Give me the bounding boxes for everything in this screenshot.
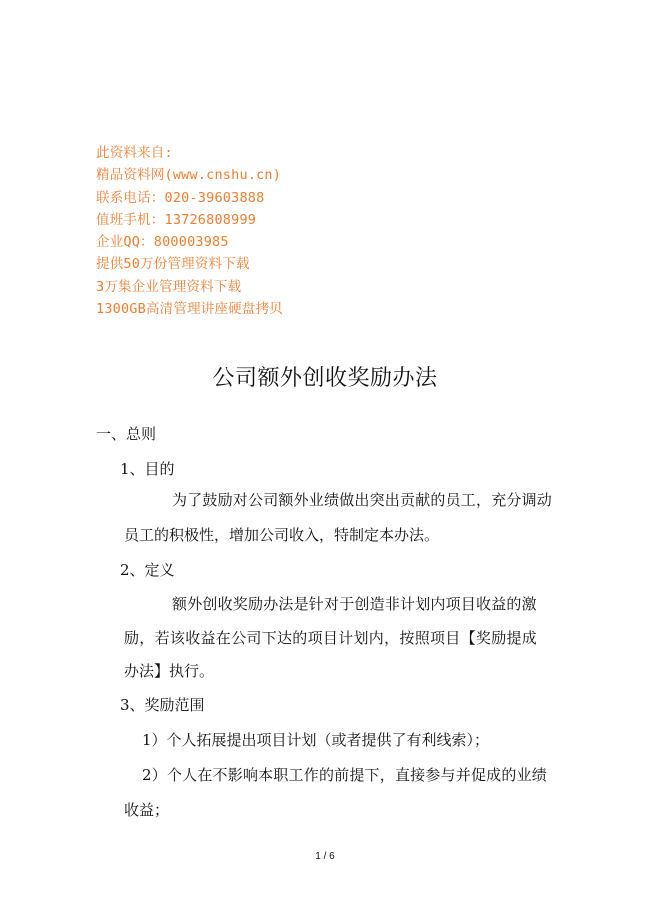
list-item-continuation: 收益； bbox=[124, 801, 170, 819]
subsection-heading: 1、目的 bbox=[120, 460, 175, 478]
subsection-heading: 3、奖励范围 bbox=[120, 696, 205, 714]
paragraph-line: 办法】执行。 bbox=[124, 662, 215, 680]
subsection-heading: 2、定义 bbox=[120, 561, 175, 579]
paragraph-line: 员工的积极性，增加公司收入，特制定本办法。 bbox=[124, 526, 440, 544]
page-number: 1 / 6 bbox=[315, 851, 335, 862]
paragraph-line: 励，若该收益在公司下达的项目计划内，按照项目【奖励提成 bbox=[124, 629, 538, 647]
source-line: 值班手机：13726808999 bbox=[96, 211, 257, 228]
source-line: 联系电话：020-39603888 bbox=[96, 189, 265, 206]
source-line: 3万集企业管理资料下载 bbox=[96, 278, 242, 295]
source-line: 企业QQ：800003985 bbox=[96, 234, 229, 251]
paragraph-line: 为了鼓励对公司额外业绩做出突出贡献的员工，充分调动 bbox=[172, 491, 553, 509]
source-line: 精品资料网(www.cnshu.cn) bbox=[96, 167, 282, 184]
list-item: 1）个人拓展提出项目计划（或者提供了有利线索）； bbox=[142, 731, 490, 749]
paragraph-line: 额外创收奖励办法是针对于创造非计划内项目收益的激 bbox=[172, 595, 537, 613]
list-item: 2）个人在不影响本职工作的前提下，直接参与并促成的业绩 bbox=[142, 766, 547, 784]
source-line: 此资料来自: bbox=[96, 145, 173, 161]
section-heading: 一、总则 bbox=[96, 425, 157, 443]
source-line: 提供50万份管理资料下载 bbox=[96, 256, 250, 273]
source-line: 1300GB高清管理讲座硬盘拷贝 bbox=[96, 301, 283, 318]
source-info-block bbox=[96, 142, 516, 320]
document-title: 公司额外创收奖励办法 bbox=[212, 366, 438, 391]
